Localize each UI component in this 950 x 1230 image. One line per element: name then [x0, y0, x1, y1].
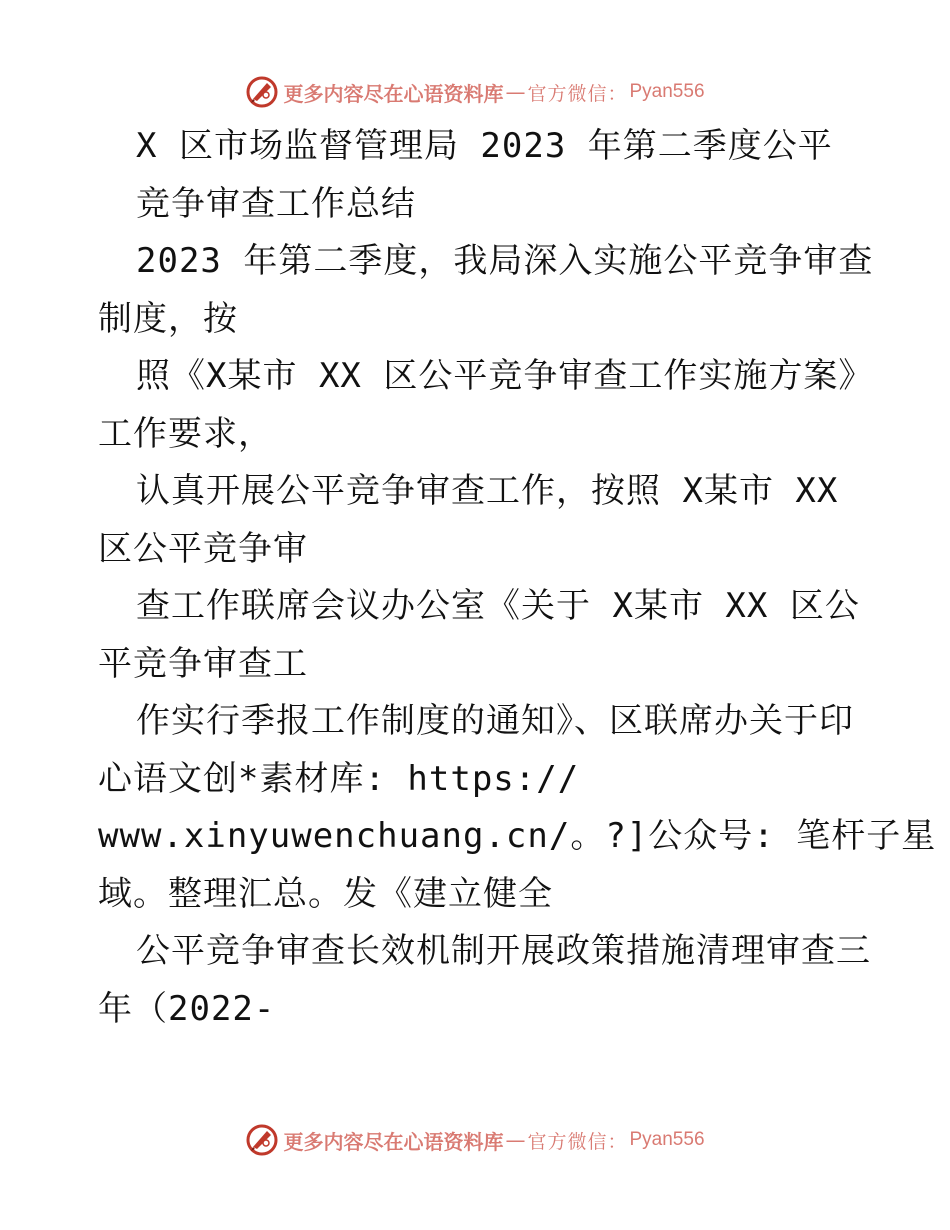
- document-line: 平竞争审查工: [98, 643, 308, 684]
- watermark-slogan: 更多内容尽在心语资料库: [283, 81, 504, 106]
- header-watermark: [0, 72, 950, 112]
- watermark-wechat-id: Pyan556: [629, 1129, 705, 1150]
- document-line: X 区市场监督管理局 2023 年第二季度公平: [136, 126, 833, 166]
- document-line: 域。整理汇总。发《建立健全: [98, 873, 553, 914]
- document-body: [98, 118, 937, 1038]
- watermark-dash: —: [505, 1128, 526, 1152]
- document-line: 认真开展公平竞争审查工作，按照 X某市 XX: [136, 471, 839, 511]
- watermark-dash: —: [505, 80, 526, 104]
- document-line: 照《X某市 XX 区公平竞争审查工作实施方案》: [136, 356, 874, 396]
- watermark-wechat-id: Pyan556: [629, 81, 705, 102]
- watermark-contact-label: 官方微信：: [527, 1130, 628, 1153]
- document-line: 作实行季报工作制度的通知》、区联席办关于印: [136, 701, 854, 741]
- document-line: 年（2022-: [98, 988, 276, 1029]
- footer-watermark: [0, 1120, 950, 1160]
- watermark-slogan: 更多内容尽在心语资料库: [283, 1129, 504, 1154]
- document-line: 竞争审查工作总结: [136, 183, 416, 224]
- document-line: 工作要求，: [98, 413, 273, 454]
- document-line: 2023 年第二季度，我局深入实施公平竞争审查: [136, 241, 874, 281]
- document-line: 区公平竞争审: [98, 528, 308, 569]
- document-line: 公平竞争审查长效机制开展政策措施清理审查三: [136, 931, 871, 971]
- document-line: 心语文创*素材库: https://: [98, 758, 580, 799]
- document-line: 制度，按: [98, 298, 238, 339]
- quill-pen-logo-icon: [245, 75, 279, 109]
- document-line: www.xinyuwenchuang.cn/。?]公众号: 笔杆子星: [98, 816, 937, 856]
- document-line: 查工作联席会议办公室《关于 X某市 XX 区公: [136, 586, 860, 626]
- watermark-contact-label: 官方微信：: [527, 82, 628, 105]
- quill-pen-logo-icon: [245, 1123, 279, 1157]
